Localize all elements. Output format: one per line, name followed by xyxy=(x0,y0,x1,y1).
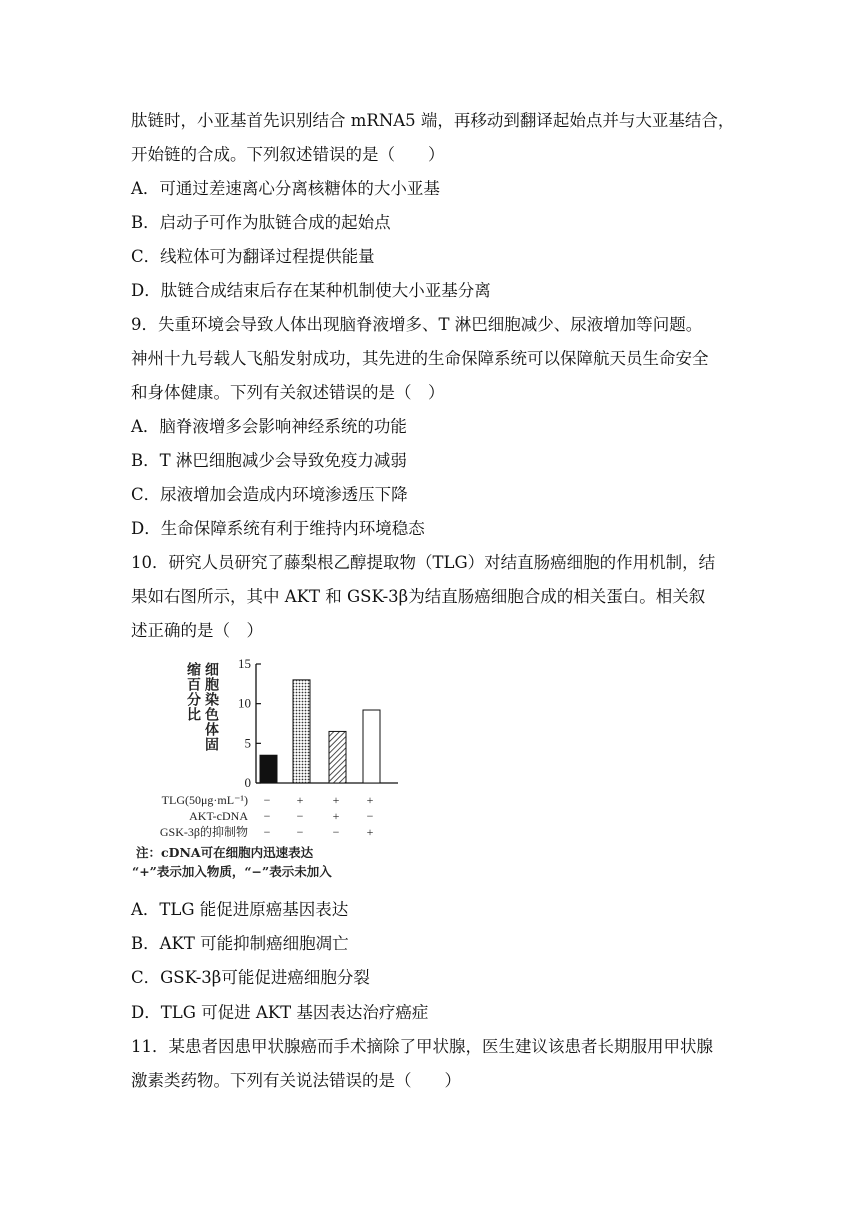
sign-1-3: − xyxy=(366,809,374,823)
bar-chart-figure xyxy=(130,652,430,888)
note-line-1: “+”表示加入物质，“−”表示未加入 xyxy=(132,864,332,879)
sign-2-2: − xyxy=(332,825,340,839)
text-line-6: 9．失重环境会导致人体出现脑脊液增多、T 淋巴细胞减少、尿液增加等问题。 xyxy=(131,315,703,334)
bar-0 xyxy=(260,755,277,783)
text-line-5: D．肽链合成结束后存在某种机制使大小亚基分离 xyxy=(131,281,491,300)
sign-0-1: + xyxy=(296,793,304,807)
text-line-12: D．生命保障系统有利于维持内环境稳态 xyxy=(131,519,425,538)
y-tick-label-3: 15 xyxy=(238,656,251,671)
sign-0-2: + xyxy=(332,793,340,807)
y-axis-label: 细胞染色体固缩百分比 xyxy=(185,662,219,752)
y-tick-label-2: 10 xyxy=(238,695,251,711)
text-line-11: C．尿液增加会造成内环境渗透压下降 xyxy=(131,485,408,504)
sign-1-2: + xyxy=(332,809,340,823)
text-line-2: A．可通过差速离心分离核糖体的大小亚基 xyxy=(131,179,440,198)
text-line-after-1: B．AKT 可能抑制癌细胞凋亡 xyxy=(131,934,349,954)
sign-2-0: − xyxy=(263,825,271,839)
text-line-13: 10．研究人员研究了藤梨根乙醇提取物（TLG）对结直肠癌细胞的作用机制，结 xyxy=(131,553,716,572)
text-line-4: C．线粒体可为翻译过程提供能量 xyxy=(131,247,375,266)
bar-2 xyxy=(329,731,346,783)
text-line-15: 述正确的是（ ） xyxy=(131,621,263,640)
text-line-after-5: 激素类药物。下列有关说法错误的是（ ） xyxy=(131,1071,461,1090)
text-line-9: A．脑脊液增多会影响神经系统的功能 xyxy=(131,417,407,436)
text-line-after-3: D．TLG 可促进 AKT 基因表达治疗癌症 xyxy=(131,1002,429,1022)
sign-2-1: − xyxy=(296,825,304,839)
sign-0-0: − xyxy=(263,793,271,807)
text-line-14: 果如右图所示，其中 AKT 和 GSK-3β为结直肠癌细胞合成的相关蛋白。相关叙 xyxy=(131,587,706,606)
row-label-0: TLG(50μg·mL⁻¹) xyxy=(161,793,248,807)
sign-1-1: − xyxy=(296,809,304,823)
y-tick-label-1: 5 xyxy=(244,735,251,751)
text-line-1: 开始链的合成。下列叙述错误的是（ ） xyxy=(131,145,445,164)
text-line-after-4: 11．某患者因患甲状腺癌而手术摘除了甲状腺，医生建议该患者长期服用甲状腺 xyxy=(131,1036,713,1056)
text-line-0: 肽链时，小亚基首先识别结合 mRNA5 端，再移动到翻译起始点并与大亚基结合， xyxy=(131,111,735,130)
bar-chart xyxy=(130,652,430,812)
sign-1-0: − xyxy=(263,809,271,823)
note-line-0: 注：cDNA可在细胞内迅速表达 xyxy=(136,845,314,860)
bar-3 xyxy=(363,710,380,783)
text-line-7: 神州十九号载人飞船发射成功，其先进的生命保障系统可以保障航天员生命安全 xyxy=(131,349,709,368)
text-line-8: 和身体健康。下列有关叙述错误的是（ ） xyxy=(131,383,445,402)
text-line-3: B．启动子可作为肽链合成的起始点 xyxy=(131,213,391,232)
sign-2-3: + xyxy=(366,825,374,839)
sign-0-3: + xyxy=(366,793,374,807)
row-label-1: AKT-cDNA xyxy=(189,809,248,823)
text-line-after-2: C．GSK-3β可能促进癌细胞分裂 xyxy=(131,968,370,988)
row-label-2: GSK-3β的抑制物 xyxy=(159,825,248,839)
text-line-after-0: A．TLG 能促进原癌基因表达 xyxy=(131,900,349,919)
y-tick-label-0: 0 xyxy=(244,775,251,790)
text-line-10: B．T 淋巴细胞减少会导致免疫力减弱 xyxy=(131,451,407,470)
bar-1 xyxy=(293,680,310,783)
